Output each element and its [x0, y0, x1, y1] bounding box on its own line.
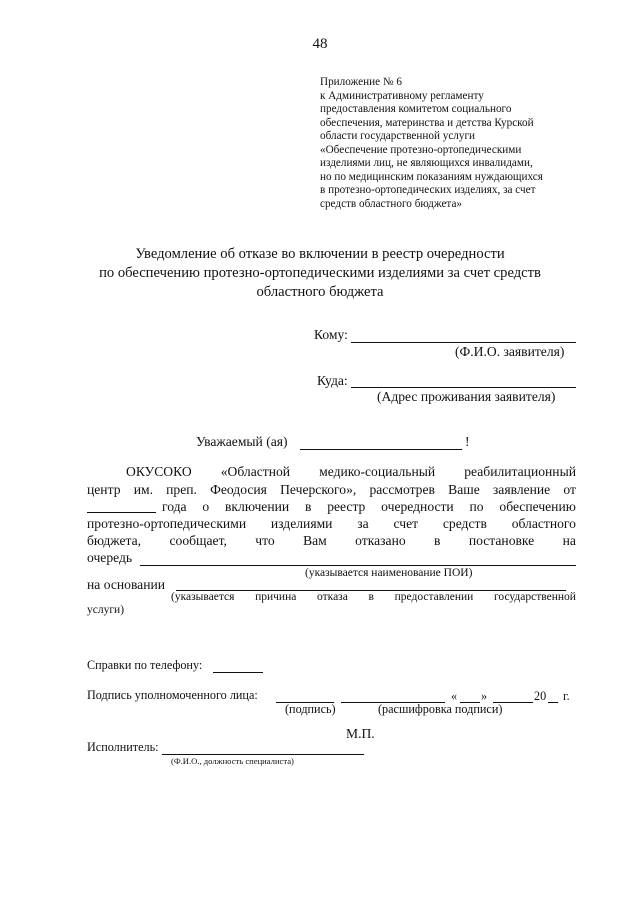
executor-field-line[interactable] [162, 754, 364, 755]
appendix-line: «Обеспечение протезно-ортопедическими [320, 143, 522, 156]
to-label: Кому: [314, 327, 348, 342]
to-hint: (Ф.И.О. заявителя) [455, 344, 565, 359]
date-year-suffix: г. [563, 689, 570, 703]
stamp-place: М.П. [346, 726, 375, 741]
body-line-1: ОКУСОКО «Областной медико-социальный реабилитационный [126, 464, 576, 479]
title-line: областного бюджета [256, 284, 384, 300]
appendix-line: изделиями лиц, не являющихся инвалидами, [320, 157, 533, 169]
appendix-line: к Административному регламенту [320, 89, 484, 102]
appendix-line: Приложение № 6 [320, 76, 402, 88]
poi-name-line[interactable] [140, 565, 576, 566]
title-line: Уведомление об отказе во включении в реестр очередности [135, 246, 505, 262]
basis-label: на основании [87, 577, 166, 592]
document-title [0, 245, 640, 302]
body-line-6: очередь [87, 550, 133, 565]
to-field-line[interactable] [351, 342, 576, 343]
appendix-line: области государственной услуги [320, 130, 476, 142]
phone-label: Справки по телефону: [87, 658, 203, 672]
executor-label: Исполнитель: [87, 740, 159, 754]
executor-hint: (Ф.И.О., должность специалиста) [171, 756, 294, 766]
where-label: Куда: [317, 373, 348, 388]
appendix-line: обеспечения, материнства и детства Курской [320, 116, 534, 129]
sign-hint: (подпись) [285, 702, 336, 716]
salutation-text: Уважаемый (ая) [196, 434, 288, 449]
appendix-line: но по медицинским показаниям нуждающихся [320, 170, 543, 183]
date-year-prefix: 20 [534, 689, 547, 703]
appendix-line: средств областного бюджета» [320, 197, 463, 210]
application-date-line[interactable] [87, 512, 156, 513]
date-year-line[interactable] [548, 702, 558, 703]
appendix-line: в протезно-ортопедических изделиях, за счет [320, 184, 536, 196]
where-field-line[interactable] [351, 387, 576, 388]
poi-hint: (указывается наименование ПОИ) [305, 567, 473, 579]
salutation-end: ! [465, 434, 470, 449]
title-line: по обеспечению протезно-ортопедическими изделиями за счет средств [99, 265, 541, 281]
body-line-4: протезно-ортопедическими изделиями за счет средств областного [87, 516, 576, 531]
appendix-block [320, 76, 590, 211]
body-line-5: бюджета, сообщает, что Вам отказано в постановке на [87, 533, 576, 548]
body-line-2: центр им. преп. Феодосия Печерского», рассмотрев Ваше заявление от [87, 482, 576, 497]
reason-hint: (указывается причина отказа в предоставлении государственной [171, 591, 576, 603]
date-close-quote: » [481, 689, 488, 703]
appendix-line: предоставления комитетом социального [320, 103, 512, 115]
phone-field-line[interactable] [213, 672, 263, 673]
salutation-name-line[interactable] [300, 449, 462, 450]
date-open-quote: « [451, 689, 458, 703]
decode-hint: (расшифровка подписи) [378, 702, 503, 716]
body-line-3: года о включении в реестр очередности по обеспечению [162, 499, 576, 514]
page-number: 48 [312, 36, 328, 52]
where-hint: (Адрес проживания заявителя) [377, 389, 556, 404]
reason-hint-end: услуги) [87, 604, 125, 616]
signature-label: Подпись уполномоченного лица: [87, 688, 258, 702]
